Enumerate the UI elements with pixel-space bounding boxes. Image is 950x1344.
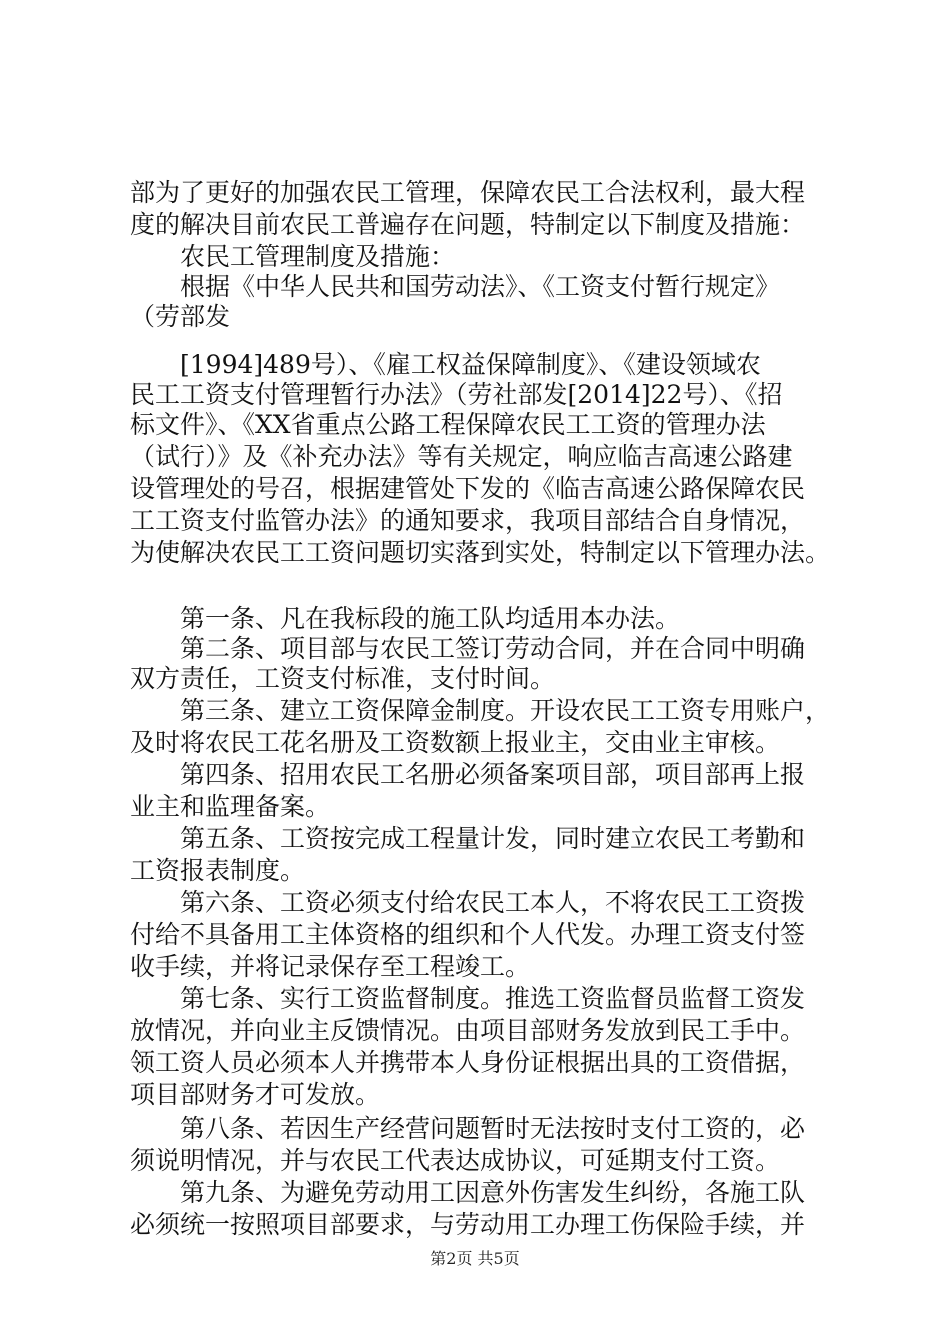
- text-line-4: 根据《中华人民共和国劳动法》、《工资支付暂行规定》: [180, 272, 781, 301]
- article-9-line-2: 必须统一按照项目部要求，与劳动用工办理工伤保险手续，并: [130, 1210, 806, 1239]
- article-5-line-1: 第五条、工资按完成工程量计发，同时建立农民工考勤和: [180, 824, 806, 853]
- article-6-line-3: 收手续，并将记录保存至工程竣工。: [130, 952, 531, 981]
- text-line-6: [1994]489号）、《雇工权益保障制度》、《建设领域农: [180, 350, 761, 379]
- article-2-line-2: 双方责任，工资支付标准，支付时间。: [130, 664, 556, 693]
- article-8-line-2: 须说明情况，并与农民工代表达成协议，可延期支付工资。: [130, 1146, 781, 1175]
- article-7-line-3: 领工资人员必须本人并携带本人身份证根据出具的工资借据，: [130, 1048, 806, 1077]
- article-4-line-2: 业主和监理备案。: [130, 792, 331, 821]
- article-7-line-4: 项目部财务才可发放。: [130, 1080, 381, 1109]
- text-line-12: 为使解决农民工工资问题切实落到实处，特制定以下管理办法。: [130, 538, 831, 567]
- article-5-line-2: 工资报表制度。: [130, 856, 306, 885]
- article-7-line-2: 放情况，并向业主反馈情况。由项目部财务发放到民工手中。: [130, 1016, 806, 1045]
- text-line-1: 部为了更好的加强农民工管理，保障农民工合法权利，最大程: [130, 178, 806, 207]
- text-line-10: 设管理处的号召，根据建管处下发的《临吉高速公路保障农民: [130, 474, 806, 503]
- text-line-9: （试行）》及《补充办法》等有关规定，响应临吉高速公路建: [130, 442, 793, 471]
- page-number: 第2页 共5页: [430, 1249, 520, 1268]
- text-line-8: 标文件》、《XX省重点公路工程保障农民工工资的管理办法: [130, 410, 766, 439]
- article-3-line-2: 及时将农民工花名册及工资数额上报业主，交由业主审核。: [130, 728, 781, 757]
- article-9-line-1: 第九条、为避免劳动用工因意外伤害发生纠纷，各施工队: [180, 1178, 806, 1207]
- text-line-11: 工工资支付监管办法》的通知要求，我项目部结合自身情况，: [130, 506, 806, 535]
- article-6-line-2: 付给不具备用工主体资格的组织和个人代发。办理工资支付签: [130, 920, 806, 949]
- text-line-7: 民工工资支付管理暂行办法》（劳社部发[2014]22号）、《招: [130, 380, 783, 409]
- section-heading: 农民工管理制度及措施：: [180, 242, 456, 271]
- article-2-line-1: 第二条、项目部与农民工签订劳动合同，并在合同中明确: [180, 634, 806, 663]
- article-3-line-1: 第三条、建立工资保障金制度。开设农民工工资专用账户，: [180, 696, 831, 725]
- article-6-line-1: 第六条、工资必须支付给农民工本人，不将农民工工资拨: [180, 888, 806, 917]
- article-8-line-1: 第八条、若因生产经营问题暂时无法按时支付工资的，必: [180, 1114, 806, 1143]
- article-7-line-1: 第七条、实行工资监督制度。推选工资监督员监督工资发: [180, 984, 806, 1013]
- text-line-2: 度的解决目前农民工普遍存在问题，特制定以下制度及措施：: [130, 210, 806, 239]
- article-4-line-1: 第四条、招用农民工名册必须备案项目部，项目部再上报: [180, 760, 806, 789]
- text-line-5: （劳部发: [130, 302, 231, 331]
- article-1: 第一条、凡在我标段的施工队均适用本办法。: [180, 604, 681, 633]
